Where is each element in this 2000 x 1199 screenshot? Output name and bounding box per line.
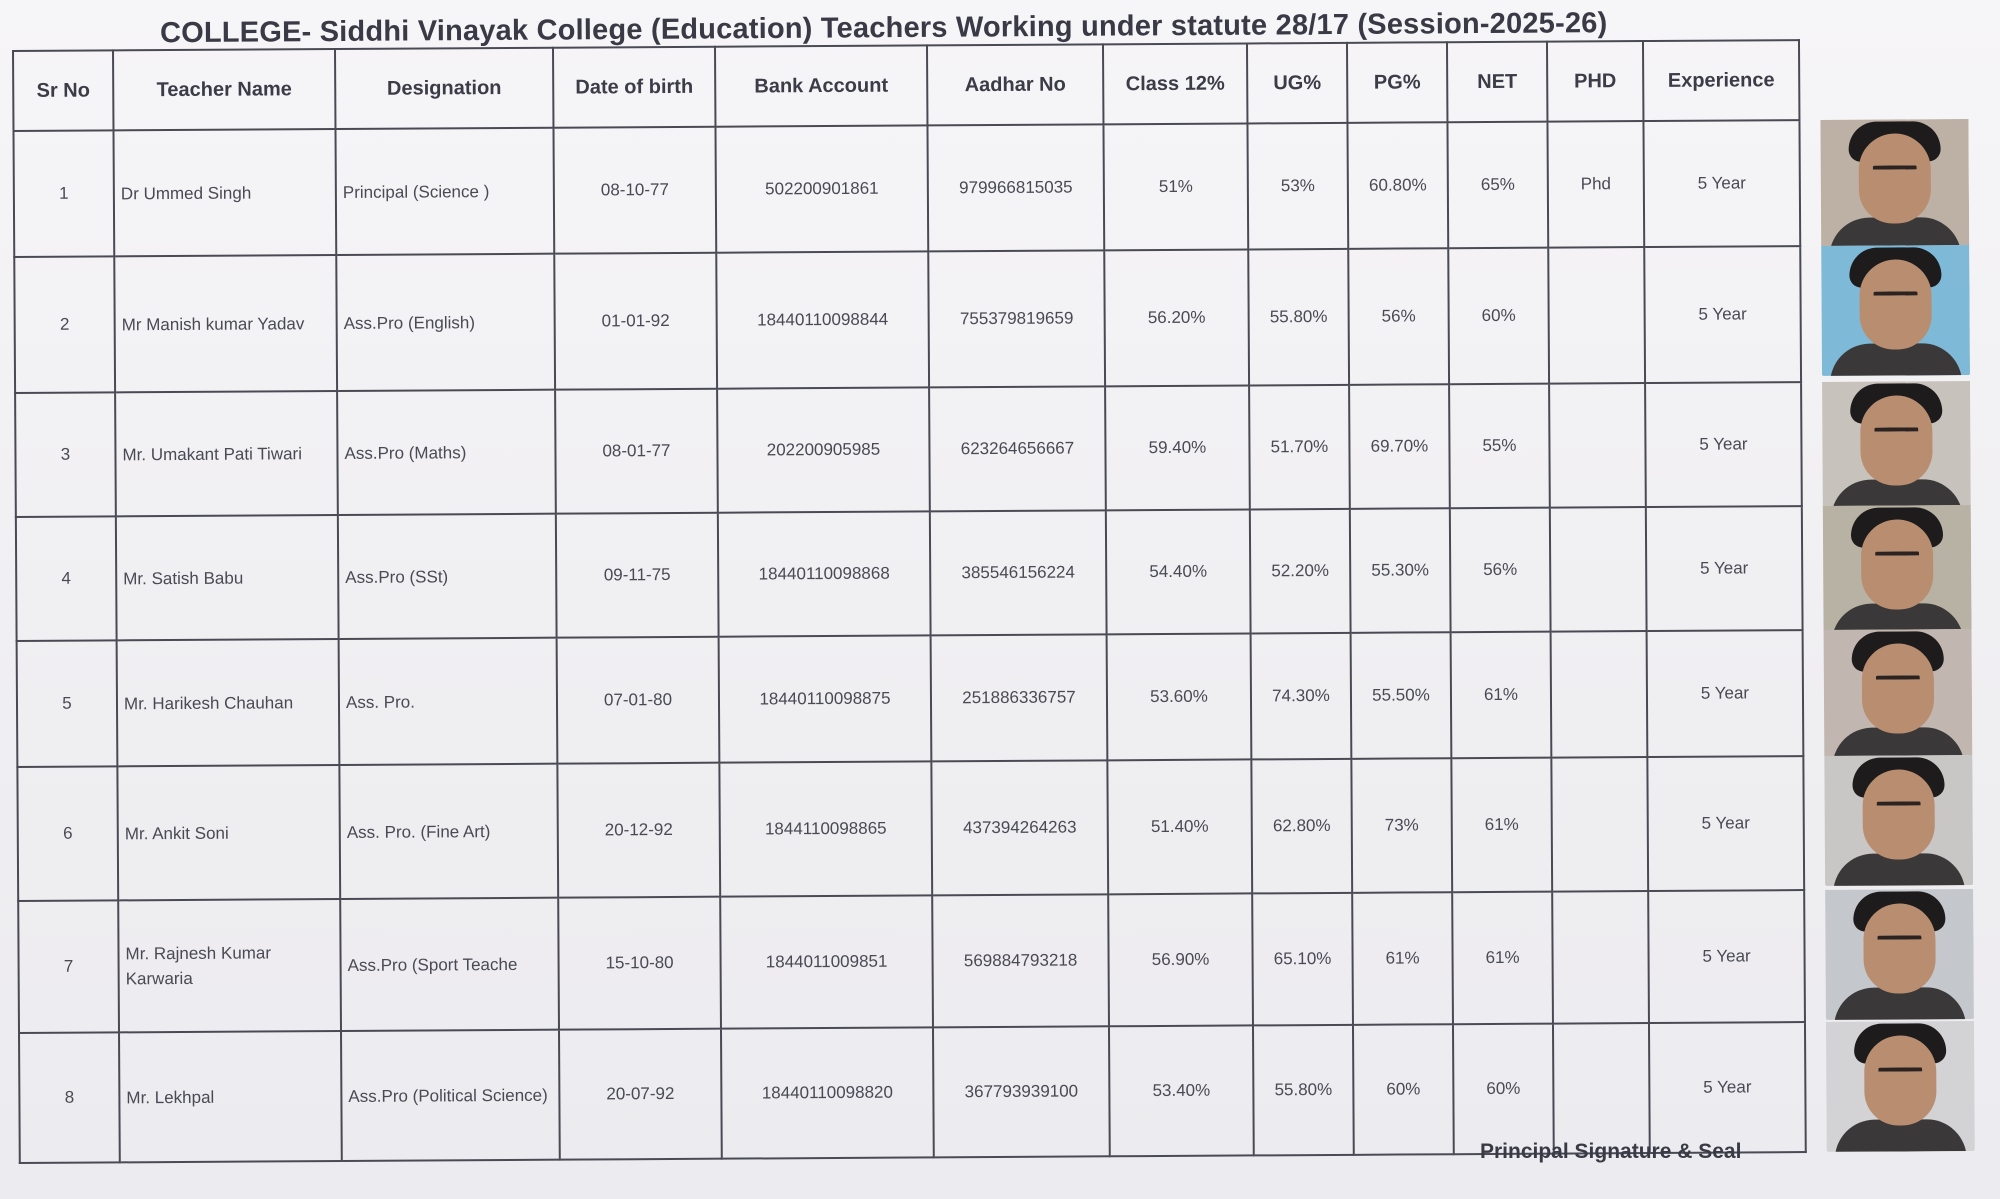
cell-bank-account: 18440110098844 [716,251,929,388]
cell-bank-account: 502200901861 [715,125,928,252]
cell-bank-account: 1844110098865 [719,761,932,896]
table-row [13,119,1970,257]
cell-phd [1550,507,1647,632]
photo-head-shape [1862,769,1935,859]
cell-bank-account: 202200905985 [717,387,930,512]
teacher-photo-cell [1799,119,1970,246]
cell-phd [1552,891,1649,1024]
teacher-photo [1825,889,1974,1020]
cell-date-of-birth: 07-01-80 [557,637,720,764]
teacher-photo [1826,1021,1975,1152]
photo-head-shape [1863,903,1936,993]
cell-experience: 5 Year [1647,756,1804,891]
cell-experience: 5 Year [1644,246,1801,383]
cell-designation: Ass.Pro (SSt) [338,514,557,639]
table-row [16,505,1973,641]
cell-designation: Ass. Pro. (Fine Art) [339,764,558,899]
cell-bank-account: 1844011009851 [720,895,933,1028]
cell-pg: 61% [1352,892,1453,1025]
cell-aadhar-no: 755379819659 [928,250,1105,387]
cell-ug: 53% [1247,123,1348,250]
cell-teacher-name: Mr. Umakant Pati Tiwari [115,391,338,516]
photo-head-shape [1859,259,1932,349]
cell-phd [1551,631,1648,758]
photo-eyes-shape [1874,291,1918,301]
cell-net: 61% [1451,758,1552,893]
cell-date-of-birth: 08-10-77 [553,127,716,254]
cell-experience: 5 Year [1647,630,1804,757]
cell-aadhar-no: 569884793218 [932,894,1109,1027]
cell-class-12: 56.90% [1108,893,1253,1026]
cell-ug: 55.80% [1248,249,1349,386]
cell-experience: 5 Year [1649,1022,1806,1153]
photo-head-shape [1860,395,1933,485]
cell-teacher-name: Mr. Harikesh Chauhan [117,639,340,766]
table-header-row [13,39,1969,131]
cell-class-12: 51% [1103,123,1248,250]
cell-experience: 5 Year [1645,382,1802,507]
cell-pg: 55.50% [1351,632,1452,759]
cell-pg: 55.30% [1350,508,1451,633]
cell-pg: 73% [1351,758,1452,893]
cell-ug: 74.30% [1251,633,1352,760]
cell-sr-no: 2 [14,256,115,393]
cell-net: 61% [1452,892,1553,1025]
cell-sr-no: 6 [17,766,118,901]
cell-teacher-name: Mr. Ankit Soni [117,765,340,900]
cell-pg: 60% [1353,1024,1454,1155]
table-row [18,889,1975,1033]
teacher-photo-cell [1804,889,1975,1022]
table-row [14,245,1971,393]
document-title: COLLEGE- Siddhi Vinayak College (Education) Teachers Working under statute 28/17 (Session-2025-26) [159,7,1608,50]
teacher-photo-cell [1805,1021,1976,1152]
cell-class-12: 59.40% [1105,385,1250,510]
cell-net: 61% [1451,632,1552,759]
teacher-photo [1822,381,1971,506]
cell-phd [1553,1023,1650,1154]
cell-ug: 65.10% [1252,893,1353,1026]
cell-phd [1548,247,1645,384]
cell-aadhar-no: 385546156224 [930,510,1107,635]
table-row [17,629,1974,767]
cell-date-of-birth: 09-11-75 [556,513,719,638]
teacher-photo [1820,119,1969,246]
cell-date-of-birth: 08-01-77 [555,389,718,514]
cell-aadhar-no: 437394264263 [931,760,1108,895]
header-sr-no: Sr No [13,50,113,131]
header-photo-space [1799,39,1969,120]
teacher-photo [1824,629,1973,756]
cell-date-of-birth: 01-01-92 [554,253,717,390]
teacher-photo [1824,755,1973,886]
cell-net: 60% [1448,248,1549,385]
cell-pg: 69.70% [1349,384,1450,509]
teacher-photo-cell [1802,505,1973,630]
cell-bank-account: 18440110098875 [719,635,932,762]
header-class-12: Class 12% [1103,43,1247,124]
photo-eyes-shape [1875,551,1919,561]
cell-ug: 51.70% [1249,385,1350,510]
cell-aadhar-no: 623264656667 [929,386,1106,511]
cell-class-12: 53.60% [1107,633,1252,760]
photo-eyes-shape [1876,675,1920,685]
cell-aadhar-no: 979966815035 [927,124,1104,251]
teacher-photo-cell [1803,629,1974,756]
teachers-table [12,38,1977,1164]
cell-experience: 5 Year [1646,506,1803,631]
photo-eyes-shape [1877,935,1921,945]
table-row [17,755,1974,901]
teacher-photo-cell [1800,245,1971,382]
cell-teacher-name: Mr Manish kumar Yadav [114,255,337,392]
cell-designation: Ass. Pro. [339,638,558,765]
cell-experience: 5 Year [1643,120,1800,247]
table-row [15,381,1972,517]
header-ug: UG% [1247,43,1347,124]
header-designation: Designation [335,48,553,129]
cell-sr-no: 1 [13,130,114,257]
cell-net: 55% [1449,384,1550,509]
teachers-table-sheet [12,38,1977,1164]
cell-pg: 60.80% [1347,122,1448,249]
teacher-photo-cell [1803,755,1974,890]
cell-teacher-name: Mr. Lekhpal [119,1031,342,1162]
teacher-photo-cell [1801,381,1972,506]
photo-head-shape [1862,643,1935,733]
cell-designation: Ass.Pro (Political Science) [341,1030,560,1161]
photo-head-shape [1864,1035,1937,1125]
cell-teacher-name: Mr. Satish Babu [116,515,339,640]
principal-signature-label: Principal Signature & Seal [1480,1140,1742,1163]
cell-designation: Ass.Pro (Sport Teache [340,898,559,1031]
cell-date-of-birth: 20-07-92 [559,1029,722,1160]
cell-ug: 55.80% [1253,1025,1354,1156]
photo-eyes-shape [1878,1067,1922,1077]
cell-phd: Phd [1547,121,1644,248]
cell-bank-account: 18440110098820 [721,1027,934,1158]
cell-experience: 5 Year [1648,890,1805,1023]
header-experience: Experience [1643,40,1799,121]
cell-class-12: 53.40% [1109,1025,1254,1156]
cell-sr-no: 3 [15,392,116,517]
header-teacher-name: Teacher Name [113,49,335,130]
cell-date-of-birth: 15-10-80 [558,897,721,1030]
cell-sr-no: 5 [17,640,118,767]
header-net: NET [1447,42,1547,123]
cell-ug: 52.20% [1250,509,1351,634]
cell-net: 56% [1450,508,1551,633]
cell-class-12: 54.40% [1106,509,1251,634]
photo-head-shape [1859,133,1932,223]
cell-aadhar-no: 251886336757 [931,634,1108,761]
cell-teacher-name: Mr. Rajnesh Kumar Karwaria [118,899,341,1032]
cell-class-12: 56.20% [1104,249,1249,386]
cell-aadhar-no: 367793939100 [933,1026,1110,1157]
header-aadhar-no: Aadhar No [927,44,1103,125]
cell-class-12: 51.40% [1107,759,1252,894]
header-date-of-birth: Date of birth [553,47,715,128]
teacher-photo [1821,245,1970,376]
cell-phd [1551,757,1648,892]
cell-bank-account: 18440110098868 [718,511,931,636]
cell-net: 60% [1453,1024,1554,1155]
cell-sr-no: 8 [19,1032,120,1163]
cell-sr-no: 7 [18,900,119,1033]
cell-pg: 56% [1348,248,1449,385]
header-bank-account: Bank Account [715,45,927,126]
header-phd: PHD [1547,41,1643,122]
cell-date-of-birth: 20-12-92 [557,763,720,898]
photo-eyes-shape [1873,165,1917,175]
header-pg: PG% [1347,42,1447,123]
cell-phd [1549,383,1646,508]
cell-sr-no: 4 [16,516,117,641]
cell-designation: Ass.Pro (Maths) [337,390,556,515]
teacher-photo [1823,505,1972,630]
photo-eyes-shape [1874,427,1918,437]
photo-head-shape [1861,519,1934,609]
cell-designation: Ass.Pro (English) [336,254,555,391]
cell-ug: 62.80% [1251,759,1352,894]
cell-net: 65% [1447,122,1548,249]
cell-designation: Principal (Science ) [335,128,554,255]
cell-teacher-name: Dr Ummed Singh [113,129,336,256]
photo-eyes-shape [1877,801,1921,811]
